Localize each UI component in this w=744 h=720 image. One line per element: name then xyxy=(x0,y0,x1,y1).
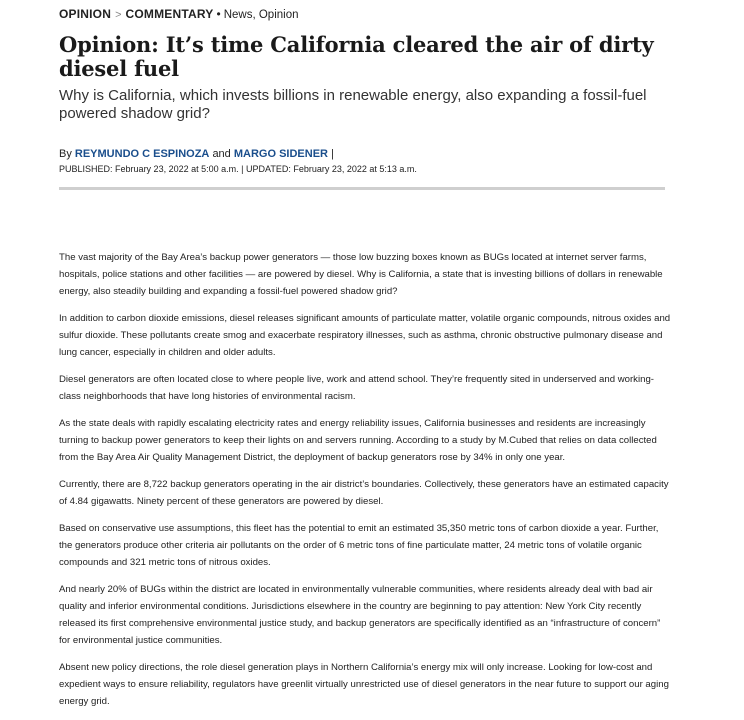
breadcrumb-section-link[interactable]: OPINION xyxy=(59,7,112,21)
header-divider xyxy=(59,187,665,190)
tag-separator: • xyxy=(216,7,221,21)
article-tags[interactable]: News, Opinion xyxy=(223,9,299,21)
byline-conjunction: and xyxy=(212,148,231,160)
body-paragraph: In addition to carbon dioxide emissions, diesel releases significant amounts of particulate matter, volatile organic compounds, nitrous oxides and sulfur dioxide. These pollutants create smog and exacerbate respiratory illnesses, such as asthma, chronic obstructive pulmonary disease and lung cancer, especially in children and older adults. xyxy=(59,313,671,358)
article-headline: Opinion: It’s time California cleared the air of dirty diesel fuel xyxy=(59,32,654,81)
published-label: PUBLISHED: xyxy=(59,164,113,174)
body-paragraph: The vast majority of the Bay Area’s backup power generators — those low buzzing boxes known as BUGs located at internet server farms, hospitals, police stations and other facilities — are powered by diesel. Why is California, a state that is investing billions of dollars in renewable energy, also steadily building and expanding a fossil-fuel powered shadow grid? xyxy=(59,252,663,297)
author-link-2[interactable]: MARGO SIDENER xyxy=(233,148,328,160)
updated-label: UPDATED: xyxy=(246,164,291,174)
breadcrumb-separator: > xyxy=(115,9,122,21)
breadcrumb-subsection-link[interactable]: COMMENTARY xyxy=(125,7,214,21)
updated-date: February 23, 2022 at 5:13 a.m. xyxy=(293,164,417,174)
author-link-1[interactable]: REYMUNDO C ESPINOZA xyxy=(74,148,210,160)
body-paragraph: Based on conservative use assumptions, this fleet has the potential to emit an estimated 35,350 metric tons of carbon dioxide a year. Further, the generators produce other criteria air pollutants on the order of 6 metric tons of fine particulate matter, 24 metric tons of volatile organic compounds and 321 metric tons of nitrous oxides. xyxy=(59,523,659,568)
body-paragraph: Diesel generators are often located close to where people live, work and attend school. They’re frequently sited in underserved and working-class neighborhoods that have long histories of environmental racism. xyxy=(59,374,654,402)
dates-divider: | xyxy=(241,164,244,174)
byline xyxy=(59,148,334,160)
body-paragraph: Absent new policy directions, the role diesel generation plays in Northern California’s energy mix will only increase. Looking for low-cost and expedient ways to ensure reliability, regulators have greenlit virtually unrestricted use of diesel generators in the near future to support our aging energy grid. xyxy=(59,662,669,707)
article-dek: Why is California, which invests billions in renewable energy, also expanding a fossil-fuel powered shadow grid? xyxy=(59,87,647,122)
body-paragraph: As the state deals with rapidly escalating electricity rates and energy reliability issues, California businesses and residents are increasingly turning to backup power generators to keep their lights on and servers running. According to a study by M.Cubed that relies on data collected from the Bay Area Air Quality Management District, the deployment of backup generators rose by 34% in only one year. xyxy=(59,418,657,463)
byline-divider: | xyxy=(331,148,334,160)
byline-prefix: By xyxy=(59,148,72,160)
body-paragraph: Currently, there are 8,722 backup generators operating in the air district’s boundaries. Collectively, these generators have an estimated capacity of 4.84 gigawatts. Ninety percent of these generators are powered by diesel. xyxy=(59,479,669,507)
body-paragraph: And nearly 20% of BUGs within the district are located in environmentally vulnerable communities, where residents already deal with bad air quality and inferior environmental conditions. Jurisdictions elsewhere in the country are beginning to pay attention: New York City recently released its first comprehensive environmental justice study, and backup generators are specifically identified as an “infrastructure of concern” for environmental justice communities. xyxy=(59,584,661,646)
breadcrumb xyxy=(59,7,299,21)
article-dates xyxy=(59,164,417,174)
article-body xyxy=(59,249,671,720)
published-date: February 23, 2022 at 5:00 a.m. xyxy=(115,164,239,174)
